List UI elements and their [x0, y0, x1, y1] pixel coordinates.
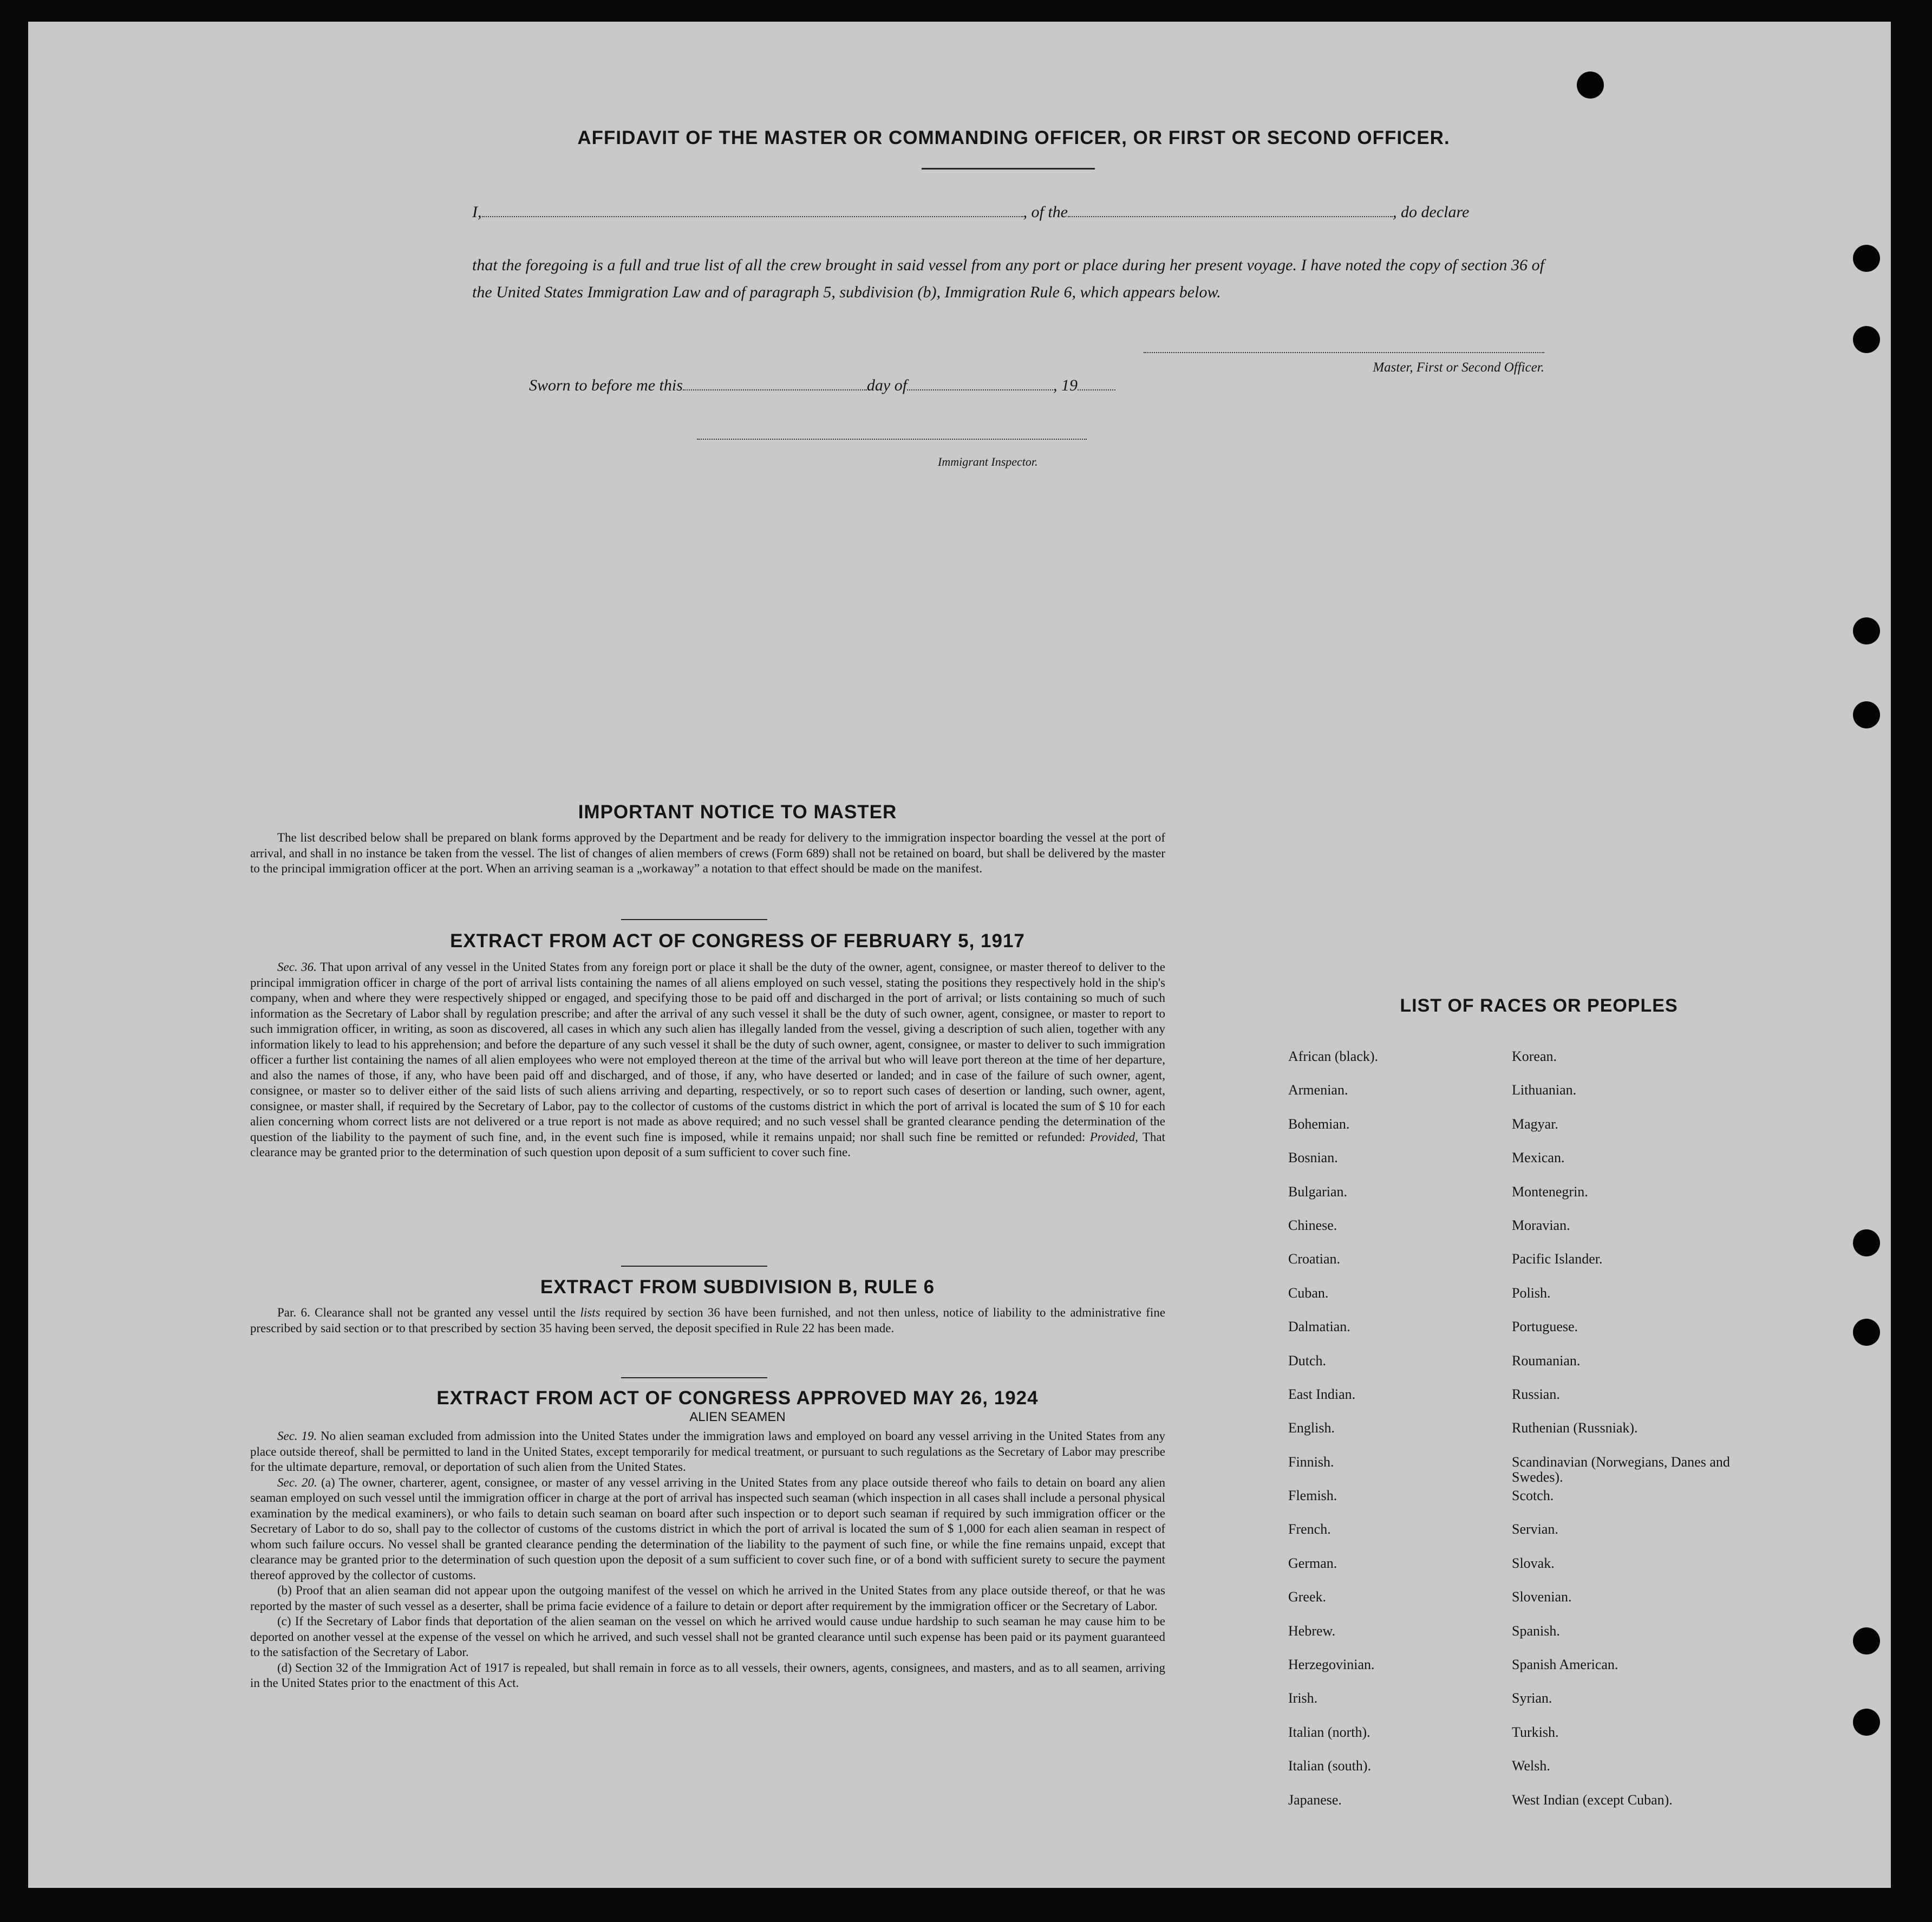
sec-20c-body: (c) If the Secretary of Labor finds that deportation of the alien seaman on the vessel on which he arrived would cause undue hardship to such seaman he may cause him to be deported on another vessel at the expense of the vessel on which he arrived, and such vessel shall not be granted clearance until such expense has been paid or its payment guaranteed to the satisfaction of the Secretary of Labor. — [250, 1614, 1165, 1659]
sec-19-label: Sec. 19. — [277, 1429, 317, 1443]
notice-paragraph: The list described below shall be prepared on blank forms approved by the Department and be ready for delivery to the immigration inspector boarding the vessel at the port of arrival, and shall in no instance be taken from the vessel. The list of changes of alien members of crews (Form 689) shall not be retained on board, but shall be delivered by the master to the principal immigration officer at the port. When an arriving seaman is a „workaway” a notation to that effect should be made on the manifest. — [250, 831, 1165, 875]
race-item: Turkish. — [1512, 1724, 1559, 1740]
rule-6-text-b: required by section 36 have been furnished, and not then unless, notice of liability to the administrative fine prescribed by said section or to that prescribed by section 35 having been served, the deposit specified in Rule 22 has been made. — [250, 1306, 1166, 1335]
race-item: Spanish. — [1512, 1623, 1560, 1639]
race-item: East Indian. — [1288, 1386, 1356, 1402]
race-item: Moravian. — [1512, 1217, 1570, 1233]
signature-blank[interactable] — [1144, 352, 1544, 353]
extract-1924-subtitle: ALIEN SEAMEN — [689, 1410, 786, 1424]
race-item: Russian. — [1512, 1386, 1560, 1402]
vessel-blank[interactable] — [1068, 203, 1393, 217]
sworn-year-label: , 19 — [1053, 376, 1078, 394]
race-item: Greek. — [1288, 1589, 1327, 1605]
race-item: Irish. — [1288, 1690, 1318, 1706]
races-title: LIST OF RACES OR PEOPLES — [1400, 995, 1678, 1016]
sec-36-body: That upon arrival of any vessel in the United States from any foreign port or place it shall be the duty of the owner, agent, consignee, or master thereof to deliver to the principal immigration officer in charge of the port of arrival lists containing the names of all aliens employed on such vessel, stating the positions they respectively hold in the ship's company, when and where they were respectively shipped or engaged, and specifying those to be paid off and discharged in the port of arrival; or lists containing so much of such information as the Secretary of Labor shall by regulation prescribe; and after the arrival of any such vessel it shall be the duty of such owner, agent, consignee, or master to report to such immigration officer, in writing, as soon as discovered, all cases in which any such alien has illegally landed from the vessel, giving a description of such alien, together with any information likely to lead to his apprehension; and before the departure of any such vessel it shall be the duty of such owner, agent, consignee, or master to deliver to such immigration officer a further list containing the names of all alien employees who were not employed thereon at the time of the arrival but who will leave port thereon at the time of her departure, and also the names of those, if any, who have been paid off and discharged, and of those, if any, who have deserted or landed; and in case of the failure of such owner, agent, consignee, or master so to deliver either of the said lists of such aliens arriving and departing, respectively, or so to report such cases of desertion or landing, such owner, agent, consignee, or master shall, if required by the Secretary of Labor, pay to the collector of customs of the customs district in which the port of arrival is located the sum of $ 10 for each alien concerning whom correct lists are not delivered or a true report is not made as above required; and no such vessel shall be granted clearance pending the determination of the question of the liability to the payment of such fine, and, in the event such fine is imposed, while it remains unpaid; nor shall such fine be remitted or refunded: — [250, 960, 1165, 1144]
day-blank[interactable] — [683, 376, 867, 390]
divider — [621, 919, 767, 920]
race-item: Portuguese. — [1512, 1319, 1578, 1335]
race-item: Japanese. — [1288, 1791, 1342, 1808]
sworn-line — [529, 376, 1115, 395]
race-item: Slovenian. — [1512, 1589, 1572, 1605]
proviso-text: That clearance may be granted prior to the determination of such question upon deposit of a sum sufficient to cover such fine. — [250, 1130, 1166, 1159]
race-item: Armenian. — [1288, 1082, 1348, 1098]
sec-36-label: Sec. 36. — [277, 960, 317, 974]
sworn-day-label: day of — [866, 376, 908, 394]
declaration-of-the: , of the — [1023, 203, 1068, 221]
extract-1924-title: EXTRACT FROM ACT OF CONGRESS APPROVED MAY 26, 1924 — [436, 1387, 1039, 1409]
sec-20a-body: (a) The owner, charterer, agent, consignee, or master of any vessel arriving in the United States from any place outside thereof who fails to detain on board any alien seaman employed on such vessel until the immigration officer in charge at the port of arrival has inspected such seaman (which inspection in all cases shall include a personal physical examination by the medical examiners), or who fails to detain such seaman on board after such inspection or to deport such seaman if required by such immigration officer or the Secretary of Labor to do so, shall pay to the collector of customs of the customs district in which the port of arrival is located the sum of $ 1,000 for each alien seaman in respect of whom such failure occurs. No vessel shall be granted clearance pending the determination of the liability to the payment of such fine, or while the fine remains unpaid, except that clearance may be granted prior to the determination of such question upon the deposit of a sum sufficient to cover such fine, or of a bond with sufficient surety to secure the payment thereof approved by the collector of customs. — [250, 1475, 1165, 1582]
race-item: Italian (south). — [1288, 1758, 1372, 1774]
race-item: Scandinavian (Norwegians, Danes and Swedes). — [1512, 1454, 1730, 1485]
race-item: Mexican. — [1512, 1150, 1565, 1166]
affidavit-title: AFFIDAVIT OF THE MASTER OR COMMANDING OFFICER, OR FIRST OR SECOND OFFICER. — [577, 127, 1450, 148]
year-blank[interactable] — [1078, 376, 1115, 390]
rule-6-title: EXTRACT FROM SUBDIVISION B, RULE 6 — [540, 1276, 935, 1298]
race-item: Cuban. — [1288, 1285, 1329, 1301]
punch-hole — [1577, 71, 1604, 99]
race-item: Hebrew. — [1288, 1623, 1336, 1639]
race-item: Lithuanian. — [1512, 1082, 1577, 1098]
race-item: Dalmatian. — [1288, 1319, 1350, 1335]
declaration-line — [472, 203, 1544, 221]
notice-text — [250, 830, 1165, 877]
race-item: African (black). — [1288, 1048, 1379, 1064]
race-item: Korean. — [1512, 1048, 1557, 1064]
race-item: Scotch. — [1512, 1488, 1554, 1504]
punch-hole — [1853, 326, 1880, 353]
race-item: Croatian. — [1288, 1251, 1341, 1267]
race-item: Slovak. — [1512, 1555, 1555, 1571]
race-item: Welsh. — [1512, 1758, 1550, 1774]
notice-title: IMPORTANT NOTICE TO MASTER — [578, 802, 897, 823]
extract-1917-text — [250, 960, 1165, 1161]
race-item: Roumanian. — [1512, 1352, 1581, 1369]
race-item: Bohemian. — [1288, 1116, 1350, 1132]
divider — [621, 1266, 767, 1267]
rule-6-text-a: Par. 6. Clearance shall not be granted any vessel until the — [277, 1306, 576, 1319]
race-item: Spanish American. — [1512, 1657, 1618, 1673]
inspector-caption: Immigrant Inspector. — [938, 455, 1038, 468]
extract-1924-text — [250, 1429, 1165, 1691]
declaration-i: I, — [472, 203, 482, 221]
race-item: Finnish. — [1288, 1454, 1334, 1470]
sec-20-label: Sec. 20. — [277, 1475, 317, 1489]
divider — [621, 1377, 767, 1378]
race-item: Montenegrin. — [1512, 1183, 1588, 1200]
sec-20b-body: (b) Proof that an alien seaman did not appear upon the outgoing manifest of the vessel on which he arrived in the United States from any place outside thereof, or that he was reported by the master of such vessel as a deserter, shall be prima facie evidence of a failure to detain or deport after requirement by the immigration officer or the Secretary of Labor. — [250, 1584, 1165, 1613]
inspector-signature-blank[interactable] — [697, 439, 1087, 440]
rule-6-lists: lists — [580, 1306, 601, 1319]
race-item: West Indian (except Cuban). — [1512, 1791, 1673, 1808]
race-item: Bulgarian. — [1288, 1183, 1348, 1200]
proviso-label: Provided, — [1089, 1130, 1138, 1144]
month-blank[interactable] — [907, 376, 1053, 390]
race-item: Syrian. — [1512, 1690, 1552, 1706]
race-item: Flemish. — [1288, 1488, 1337, 1504]
form-page — [28, 22, 1891, 1888]
sec-20d-body: (d) Section 32 of the Immigration Act of 1917 is repealed, but shall remain in force as to all vessels, their owners, agents, consignees, and masters, and as to all seamen, arriving in the United States prior to the enactment of this Act. — [250, 1660, 1165, 1690]
race-item: Herzegovinian. — [1288, 1657, 1375, 1673]
punch-hole — [1853, 1627, 1880, 1654]
extract-1917-title: EXTRACT FROM ACT OF CONGRESS OF FEBRUARY 5, 1917 — [450, 930, 1025, 952]
race-item: Chinese. — [1288, 1217, 1337, 1233]
name-blank[interactable] — [482, 203, 1023, 217]
race-item: Dutch. — [1288, 1352, 1327, 1369]
sec-19-body: No alien seaman excluded from admission into the United States under the immigration laws and employed on board any vessel arriving in the United States from any place outside thereof, shall be permitted to land in the United States, except temporarily for medical treatment, or pursuant to such regulations as the Secretary of Labor may prescribe for the ultimate departure, removal, or deportation of such alien from the United States. — [250, 1429, 1166, 1474]
race-item: Servian. — [1512, 1521, 1558, 1537]
race-item: Ruthenian (Russniak). — [1512, 1420, 1638, 1436]
punch-hole — [1853, 1319, 1880, 1346]
signature-caption: Master, First or Second Officer. — [1373, 360, 1544, 375]
race-item: Bosnian. — [1288, 1150, 1338, 1166]
race-item: Italian (north). — [1288, 1724, 1370, 1740]
punch-hole — [1853, 1709, 1880, 1736]
race-item: Pacific Islander. — [1512, 1251, 1603, 1267]
sworn-prefix: Sworn to before me this — [529, 376, 683, 394]
punch-hole — [1853, 245, 1880, 272]
punch-hole — [1853, 617, 1880, 644]
races-right-column — [1512, 1049, 1750, 1826]
race-item: Polish. — [1512, 1285, 1551, 1301]
divider — [922, 168, 1095, 170]
punch-hole — [1853, 701, 1880, 728]
rule-6-text — [250, 1305, 1165, 1336]
race-item: French. — [1288, 1521, 1331, 1537]
race-item: English. — [1288, 1420, 1335, 1436]
race-item: Magyar. — [1512, 1116, 1558, 1132]
punch-hole — [1853, 1229, 1880, 1256]
races-left-column — [1288, 1049, 1494, 1826]
race-item: German. — [1288, 1555, 1337, 1571]
declaration-declare: , do declare — [1393, 203, 1470, 221]
affidavit-body: that the foregoing is a full and true list of all the crew brought in said vessel from any port or place during her present voyage. I have noted the copy of section 36 of the United States Immigration Law and of paragraph 5, subdivision (b), Immigration Rule 6, which appears below. — [472, 256, 1544, 301]
